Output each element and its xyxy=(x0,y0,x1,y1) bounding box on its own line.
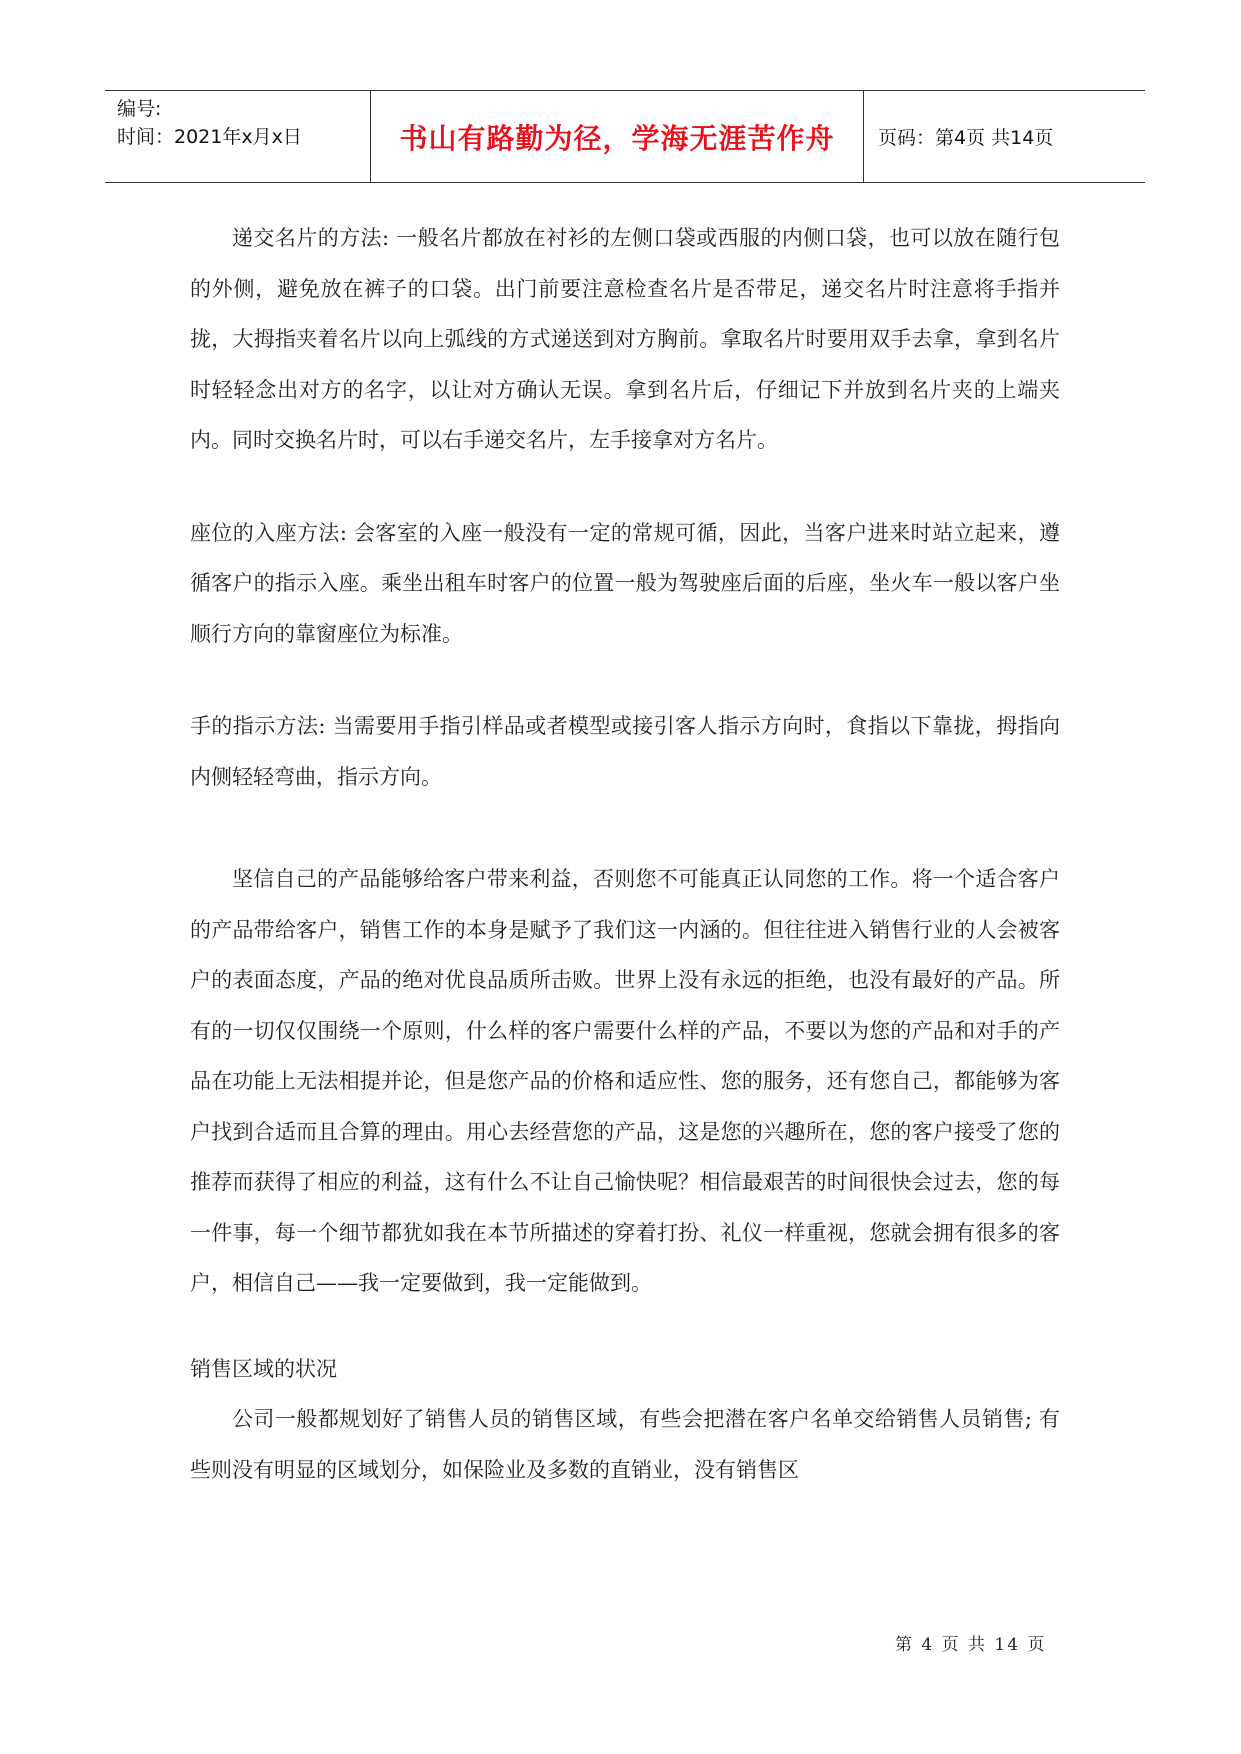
document-number-label: 编号: xyxy=(117,98,162,120)
paragraph-sales-area: 公司一般都规划好了销售人员的销售区域，有些会把潜在客户名单交给销售人员销售; 有些则没有明显的区域划分，如保险业及多数的直销业，没有销售区 xyxy=(190,1407,1060,1482)
header-meta xyxy=(105,91,371,182)
document-time-label: 时间：2021年x月x日 xyxy=(117,126,302,148)
header-page-number: 页码：第4页 共14页 xyxy=(878,127,1054,149)
page-header xyxy=(105,90,1145,183)
document-body xyxy=(190,213,1060,1495)
paragraph-hand-gesture: 手的指示方法: 当需要用手指引样品或者模型或接引客人指示方向时，食指以下靠拢，拇指向内侧轻轻弯曲，指示方向。 xyxy=(190,714,1060,789)
paragraph-seating: 座位的入座方法: 会客室的入座一般没有一定的常规可循，因此，当客户进来时站立起来，遵循客户的指示入座。乘坐出租车时客户的位置一般为驾驶座后面的后座，坐火车一般以客户坐顺行方向的靠窗座位为标准。 xyxy=(190,520,1060,646)
section-heading-sales-area: 销售区域的状况 xyxy=(190,1356,337,1381)
page-footer: 第 4 页 共 14 页 xyxy=(895,1635,1047,1655)
paragraph-belief: 坚信自己的产品能够给客户带来利益，否则您不可能真正认同您的工作。将一个适合客户的产品带给客户，销售工作的本身是赋予了我们这一内涵的。但往往进入销售行业的人会被客户的表面态度，产品的绝对优良品质所击败。世界上没有永远的拒绝，也没有最好的产品。所有的一切仅仅围绕一个原则，什么样的客户需要什么样的产品，不要以为您的产品和对手的产品在功能上无法相提并论，但是您产品的价格和适应性、您的服务，还有您自己，都能够为客户找到合适而且合算的理由。用心去经营您的产品，这是您的兴趣所在，您的客户接受了您的推荐而获得了相应的利益，这有什么不让自己愉快呢？相信最艰苦的时间很快会过去，您的每一件事，每一个细节都犹如我在本节所描述的穿着打扮、礼仪一样重视，您就会拥有很多的客户，相信自己——我一定要做到，我一定能做到。 xyxy=(190,867,1060,1295)
paragraph-business-card: 递交名片的方法: 一般名片都放在衬衫的左侧口袋或西服的内侧口袋，也可以放在随行包的外侧，避免放在裤子的口袋。出门前要注意检查名片是否带足，递交名片时注意将手指并拢，大拇指夹着名片以向上弧线的方式递送到对方胸前。拿取名片时要用双手去拿，拿到名片时轻轻念出对方的名字，以让对方确认无误。拿到名片后，仔细记下并放到名片夹的上端夹内。同时交换名片时，可以右手递交名片，左手接拿对方名片。 xyxy=(190,226,1060,452)
header-motto: 书山有路勤为径，学海无涯苦作舟 xyxy=(371,91,864,182)
